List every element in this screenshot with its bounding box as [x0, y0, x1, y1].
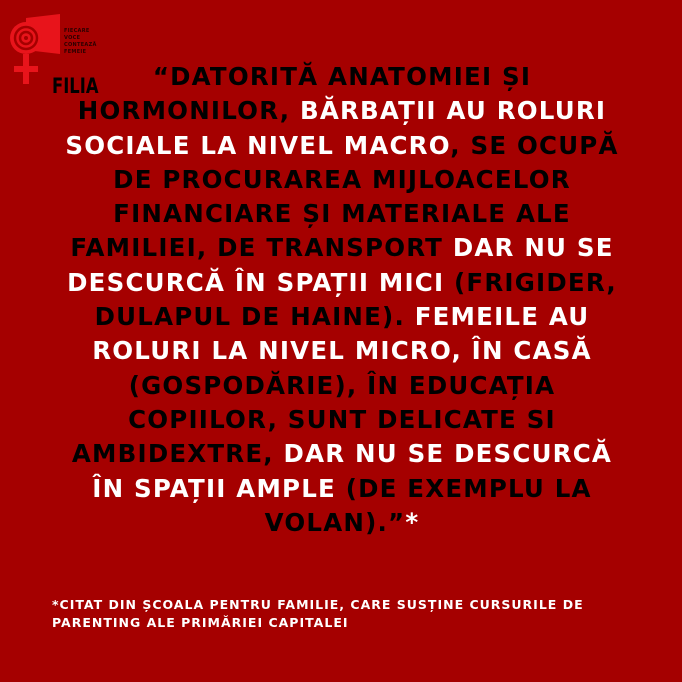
logo-tagline-line: CONTEAZĂ [64, 42, 97, 48]
quote-segment: (FRIGIDER, DULAPUL DE HAINE). [94, 267, 617, 332]
quote-text [52, 60, 632, 540]
quote-segment-highlight: DAR NU SE DESCURCĂ ÎN SPAȚII AMPLE [92, 439, 613, 503]
logo-tagline [64, 28, 97, 56]
quote-segment: (DE EXEMPLU LA VOLAN).” [264, 473, 592, 537]
quote-segment: “DATORITĂ ANATOMIEI ȘI HORMONILOR, [77, 62, 532, 126]
logo-tagline-line: VOCE [64, 35, 81, 41]
quote-segment-highlight: DAR NU SE DESCURCĂ ÎN SPAȚII MICI [67, 233, 614, 297]
logo-tagline-line: FIECARE [64, 28, 90, 34]
quote-segment: , SE OCUPĂ DE PROCURAREA MIJLOACELOR FINANCIARE ȘI MATERIALE ALE FAMILIEI, DE TRANSPORT [70, 130, 619, 263]
quote-segment: (GOSPODĂRIE), ÎN EDUCAȚIA COPIILOR, SUNT DELICATE SI AMBIDEXTRE, [71, 370, 556, 469]
logo-tagline-line: FEMEIE [64, 49, 87, 55]
footnote: *CITAT DIN ȘCOALA PENTRU FAMILIE, CARE SUSȚINE CURSURILE DE PARENTING ALE PRIMĂRIEI CAPITALEI [52, 597, 584, 630]
quote-segment-highlight: BĂRBAȚII AU ROLURI SOCIALE LA NIVEL MACRO [65, 96, 607, 160]
quote-asterisk: * [405, 507, 420, 537]
quote-segment-highlight: FEMEILE AU ROLURI LA NIVEL MICRO, ÎN CASĂ [92, 302, 592, 366]
logo-name: FILIA [52, 74, 99, 98]
